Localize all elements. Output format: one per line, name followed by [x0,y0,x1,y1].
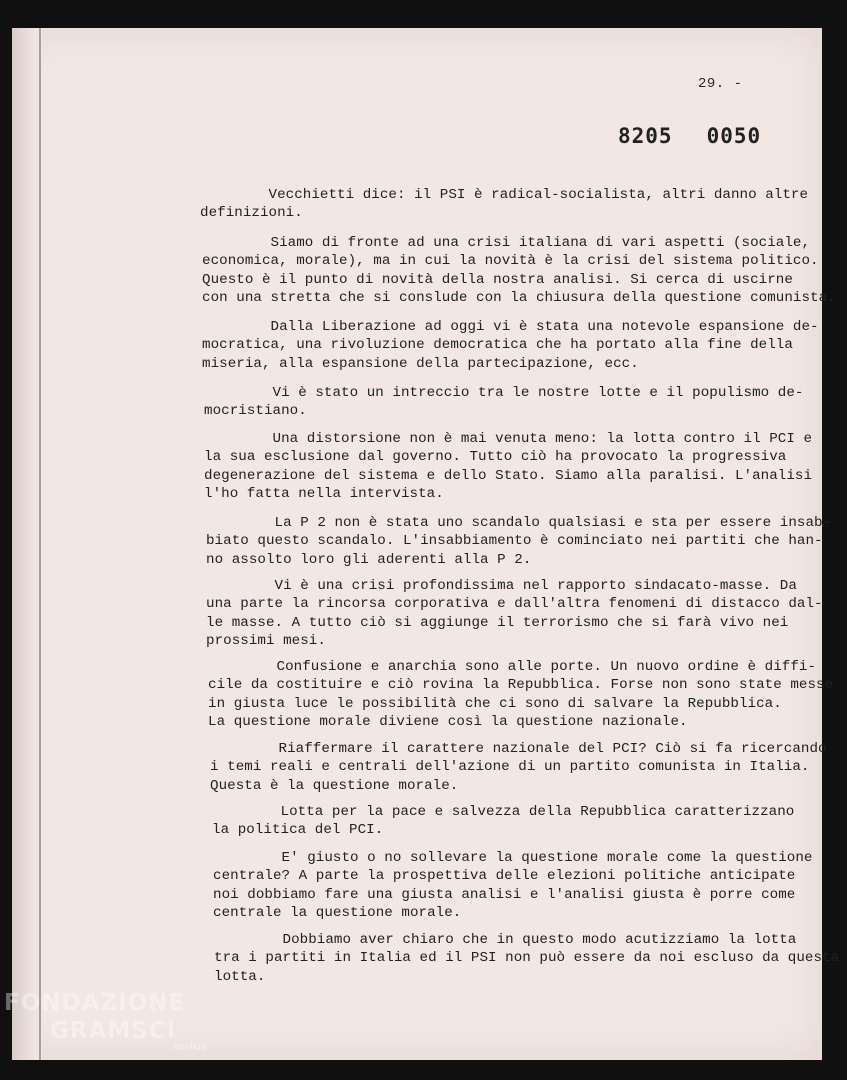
text-line: noi dobbiamo fare una giusta analisi e l'analisi giusta è porre come [213,886,796,903]
text-line: E' giusto o no sollevare la questione morale come la questione [213,850,813,866]
paragraph-10 [212,803,794,840]
binding-edge [12,28,42,1060]
paragraph-12 [214,931,839,986]
text-line: la sua esclusione dal governo. Tutto ciò ha provocato la progressiva [204,449,787,466]
paragraph-2 [202,234,836,307]
text-line: centrale? A parte la prospettiva delle elezioni politiche anticipate [213,868,796,885]
paragraph-1 [200,186,808,223]
paragraph-4 [204,384,803,421]
text-line: degenerazione del sistema e dello Stato. Siamo alla paralisi. L'analisi [204,467,813,484]
text-line: Lotta per la pace e salvezza della Repubblica caratterizzano [212,804,795,820]
text-line: Siamo di fronte ad una crisi italiana di vari aspetti (sociale, [202,235,811,251]
paragraph-5 [204,430,812,503]
fondazione-gramsci-watermark: FONDAZIONE GRAMSCI onlus [4,990,208,1053]
text-line: tra i partiti in Italia ed il PSI non può essere da noi escluso da questa [214,950,840,967]
text-line: Questa è la questione morale. [210,777,459,794]
paragraph-9 [210,740,827,795]
text-line: Riaffermare il carattere nazionale del PCI? Ciò si fa ricercando [210,741,827,757]
text-line: economica, morale), ma in cui la novità è la crisi del sistema politico. [202,253,819,270]
archive-code-part2: 0050 [706,124,762,148]
text-line: Dobbiamo aver chiaro che in questo modo acutizziamo la lotta [214,932,797,948]
binding-line [39,28,41,1060]
text-line: la politica del PCI. [212,822,384,839]
document-page [12,28,840,1060]
paragraph-7 [206,577,823,650]
text-line: centrale la questione morale. [213,904,462,921]
text-line: La questione morale diviene così la questione nazionale. [208,713,688,730]
text-line: mocristiano. [204,403,307,420]
text-line: Vecchietti dice: il PSI è radical-socialista, altri danno altre [200,187,809,203]
text-line: una parte la rincorsa corporativa e dall'altra fenomeni di distacco dal- [206,596,823,613]
paragraph-11 [213,849,812,922]
text-line: cile da costituire e ciò rovina la Repubblica. Forse non sono state messe [208,677,834,694]
text-line: no assolto loro gli aderenti alla P 2. [206,551,532,568]
paragraph-8 [208,658,833,731]
archive-code-part1: 8205 [618,124,673,148]
text-line: lotta. [214,968,266,985]
text-line: l'ho fatta nella intervista. [204,485,444,502]
paragraph-3 [202,318,819,373]
text-line: La P 2 non è stata uno scandalo qualsiasi e sta per essere insab- [206,515,832,531]
text-line: mocratica, una rivoluzione democratica che ha portato alla fine della [202,337,793,354]
text-line: Vi è stato un intreccio tra le nostre lotte e il populismo de- [204,385,804,401]
text-line: Questo è il punto di novità della nostra analisi. Si cerca di uscirne [202,271,793,288]
text-line: i temi reali e centrali dell'azione di un partito comunista in Italia. [210,759,810,776]
text-line: in giusta luce le possibilità che ci sono di salvare la Repubblica. [208,695,782,712]
page-number: 29. - [698,76,743,92]
text-line: biato questo scandalo. L'insabbiamento è cominciato nei partiti che han- [206,533,823,550]
text-line: le masse. A tutto ciò si aggiunge il terrorismo che si farà vivo nei [206,614,789,631]
text-line: Vi è una crisi profondissima nel rapporto sindacato-masse. Da [206,578,797,594]
text-line: con una stretta che si conslude con la chiusura della questione comunista. [202,289,836,306]
text-line: prossimi mesi. [206,632,326,649]
text-line: Dalla Liberazione ad oggi vi è stata una notevole espansione de- [202,319,819,335]
paragraph-6 [206,514,831,569]
text-line: Una distorsione non è mai venuta meno: la lotta contro il PCI e [204,431,813,447]
archive-stamp [618,124,761,148]
text-line: miseria, alla espansione della partecipazione, ecc. [202,355,639,372]
text-line: Confusione e anarchia sono alle porte. Un nuovo ordine è diffi- [208,659,817,675]
text-line: definizioni. [200,205,303,222]
